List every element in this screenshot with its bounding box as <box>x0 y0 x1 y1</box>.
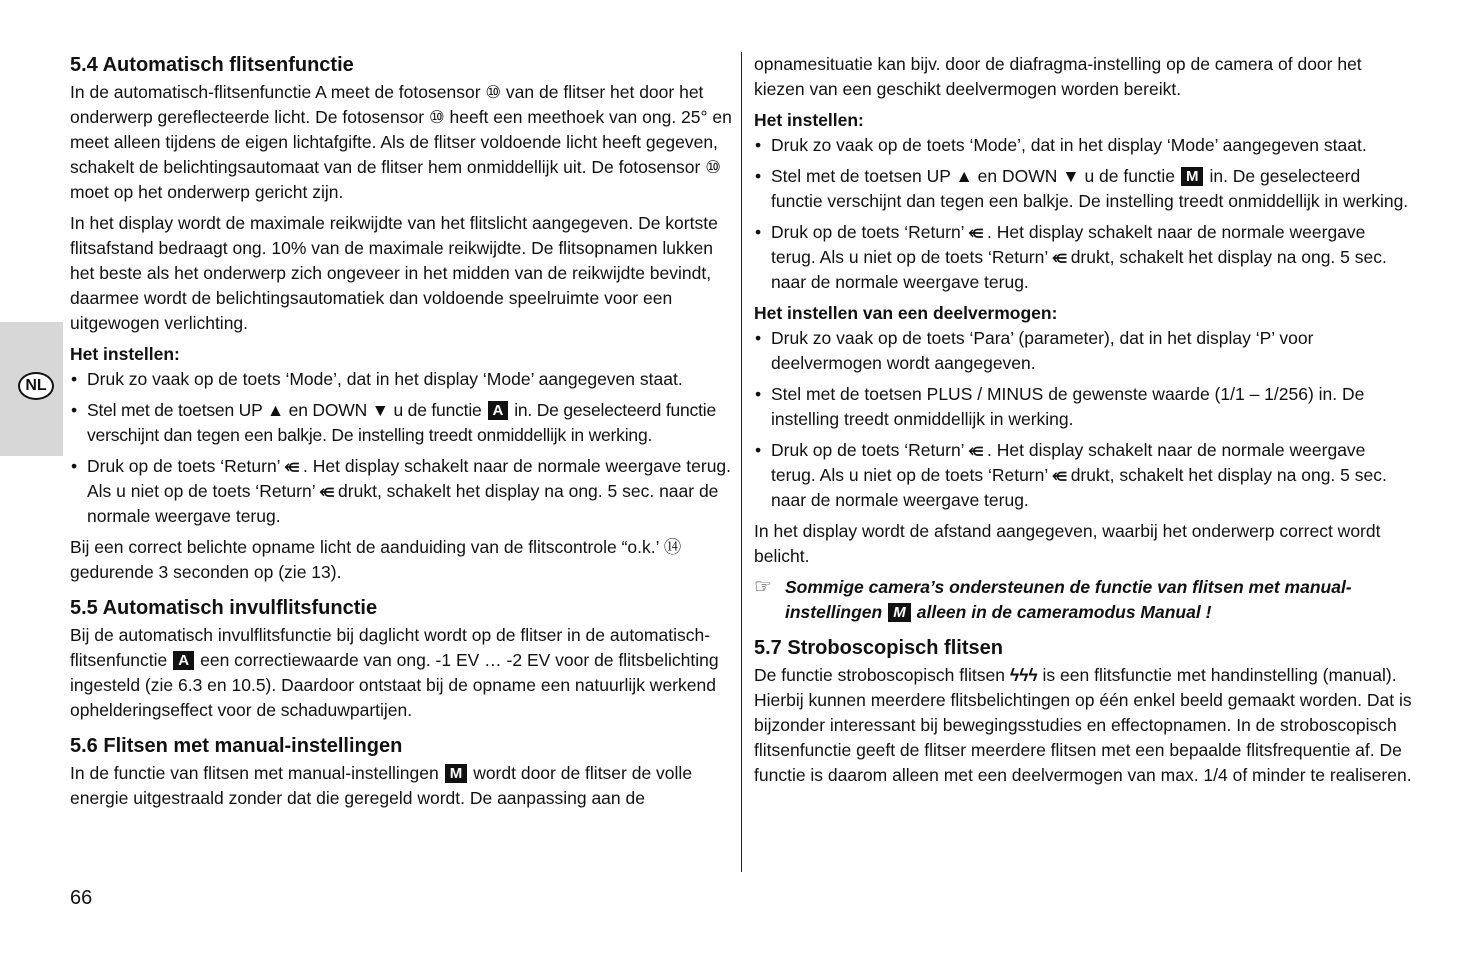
deelvermogen-list <box>754 326 1414 513</box>
column-divider <box>741 52 742 872</box>
list-item <box>754 164 1414 214</box>
subheading-instellen: Het instellen: <box>754 110 864 130</box>
right-column <box>754 52 1414 788</box>
paragraph-continued: opnamesituatie kan bijv. door de diafragma-instelling op de camera of door het kiezen van een geschikt deelvermogen worden bereikt. <box>754 54 1362 99</box>
steps-list <box>754 133 1414 295</box>
step-text: Druk op de toets ‘Return’ <box>87 456 281 476</box>
note-text-part: alleen in de cameramodus Manual ! <box>916 602 1212 622</box>
step-text: Druk op de toets ‘Return’ <box>771 440 965 460</box>
list-item <box>754 326 1414 376</box>
paragraph-afstand: In het display wordt de afstand aangegeven, waarbij het onderwerp correct wordt belicht. <box>754 521 1381 566</box>
list-item <box>70 454 732 529</box>
para-text: wordt door de flitser de volle energie uitgestraald zonder dat die geregeld wordt. De aanpassing aan de <box>70 763 693 808</box>
para-text: is een flitsfunctie met handinstelling (manual). Hierbij kunnen meerdere flitsbelichtingen op één enkel beeld gemaakt worden. Dat is bijzonder interessant bij bewegingsstudies en effectopnamen. In de stroboscopisch flitsenfunctie geeft de flitser meerdere flitsen met een bepaalde flitsfrequentie af. De functie is daarom alleen met een deelvermogen van max. 1/4 of minder te realiseren. <box>754 665 1412 785</box>
return-icon: ⥺ <box>284 456 300 476</box>
list-item <box>754 133 1414 158</box>
paragraph-5-4-intro: In de automatisch-flitsenfunctie A meet de fotosensor ⑩ van de flitser het door het onderwerp gereflecteerde licht. De fotosensor ⑩ heeft een meethoek van ong. 25° en meet alleen tijdens de eigen lichtafgifte. Als de flitser voldoende licht heeft gegeven, schakelt de belichtingsautomaat van de flitser hem onmiddellijk uit. De fotosensor ⑩ moet op het onderwerp gericht zijn. <box>70 82 732 202</box>
page-number: 66 <box>70 887 93 909</box>
subheading-instellen: Het instellen: <box>70 344 180 364</box>
list-item <box>754 438 1414 513</box>
paragraph-5-4-ok: Bij een correct belichte opname licht de aanduiding van de flitscontrole “o.k.’ ⑭ gedurende 3 seconden op (zie 13). <box>70 537 682 582</box>
heading-5-6: 5.6 Flitsen met manual-instellingen <box>70 735 403 757</box>
step-text: in. De geselecteerd functie verschijnt dan tegen een balkje. De instelling treedt onmiddellijk in werking. <box>87 400 716 445</box>
heading-5-4: 5.4 Automatisch flitsenfunctie <box>70 54 354 76</box>
para-text: een correctiewaarde van ong. -1 EV … -2 EV voor de flitsbelichting ingesteld (zie 6.3 en 10.5). Daardoor ontstaat bij de opname een natuurlijk werkend ophelderingseffect voor de schaduwpartijen. <box>70 650 719 720</box>
step-text: drukt, schakelt het display na ong. 5 sec. naar de normale weergave terug. <box>771 247 1387 292</box>
strobe-icon: ϟϟϟ <box>1009 665 1038 685</box>
step-text: Druk op de toets ‘Return’ <box>771 222 965 242</box>
paragraph-5-4-display: In het display wordt de maximale reikwijdte van het flitslicht aangegeven. De kortste flitsafstand bedraagt ong. 10% van de maximale reikwijdte. De flitsopnamen lukken het beste als het onderwerp zich ongeveer in het midden van de reikwijdte bevindt, daarmee wordt de belichtingsautomatiek dan voldoende speelruimte voor een uitgewogen verlichting. <box>70 213 718 333</box>
list-item <box>754 220 1414 295</box>
note-text <box>785 575 1414 625</box>
step-text: in. De geselecteerd functie verschijnt dan tegen een balkje. De instelling treedt onmiddellijk in werking. <box>771 166 1409 211</box>
note-text-part: Sommige camera’s ondersteunen de functie van flitsen met manual-instellingen <box>785 577 1352 622</box>
step-text: Stel met de toetsen PLUS / MINUS de gewenste waarde (1/1 – 1/256) in. De instelling treedt onmiddellijk in werking. <box>771 384 1365 429</box>
mode-a-icon: A <box>488 401 509 420</box>
return-icon: ⥺ <box>1052 465 1067 485</box>
language-badge: NL <box>18 372 54 400</box>
paragraph-5-7 <box>754 663 1414 788</box>
step-text: drukt, schakelt het display na ong. 5 sec. naar de normale weergave terug. <box>771 465 1387 510</box>
return-icon: ⥺ <box>319 481 335 501</box>
return-icon: ⥺ <box>1052 247 1067 267</box>
para-text: De functie stroboscopisch flitsen <box>754 665 1005 685</box>
steps-list <box>70 367 732 529</box>
mode-m-icon: M <box>888 603 911 622</box>
step-text: . Het display schakelt naar de normale weergave terug. Als u niet op de toets ‘Return’ <box>771 440 1366 485</box>
step-mode: Druk zo vaak op de toets ‘Mode’, dat in het display ‘Mode’ aangegeven staat. <box>771 135 1367 155</box>
mode-a-icon: A <box>173 651 194 670</box>
list-item <box>70 398 732 448</box>
note <box>754 575 1414 625</box>
step-text: Stel met de toetsen UP ▲ en DOWN ▼ u de functie <box>771 166 1175 186</box>
step-text: . Het display schakelt naar de normale weergave terug. Als u niet op de toets ‘Return’ <box>87 456 732 501</box>
return-icon: ⥺ <box>968 440 984 460</box>
para-text: In de functie van flitsen met manual-instellingen <box>70 763 439 783</box>
step-text: Druk zo vaak op de toets ‘Para’ (parameter), dat in het display ‘P’ voor deelvermogen wordt aangegeven. <box>771 328 1314 373</box>
step-text: Stel met de toetsen UP ▲ en DOWN ▼ u de functie <box>87 400 482 420</box>
heading-5-7: 5.7 Stroboscopisch flitsen <box>754 637 1003 659</box>
subheading-deelvermogen: Het instellen van een deelvermogen: <box>754 303 1058 323</box>
mode-m-icon: M <box>1181 167 1204 186</box>
pointing-hand-icon: ☞ <box>754 576 772 598</box>
step-mode: Druk zo vaak op de toets ‘Mode’, dat in het display ‘Mode’ aangegeven staat. <box>87 369 683 389</box>
step-text: drukt, schakelt het display na ong. 5 sec. naar de normale weergave terug. <box>87 481 719 526</box>
paragraph-5-6 <box>70 761 732 811</box>
mode-m-icon: M <box>445 764 468 783</box>
paragraph-5-5 <box>70 623 732 723</box>
para-text: Bij de automatisch invulflitsfunctie bij daglicht wordt op de flitser in de automatisch-flitsenfunctie <box>70 625 711 670</box>
step-text: . Het display schakelt naar de normale weergave terug. Als u niet op de toets ‘Return’ <box>771 222 1366 267</box>
heading-5-5: 5.5 Automatisch invulflitsfunctie <box>70 597 378 619</box>
left-column <box>70 52 732 811</box>
list-item <box>70 367 732 392</box>
list-item <box>754 382 1414 432</box>
return-icon: ⥺ <box>968 222 984 242</box>
